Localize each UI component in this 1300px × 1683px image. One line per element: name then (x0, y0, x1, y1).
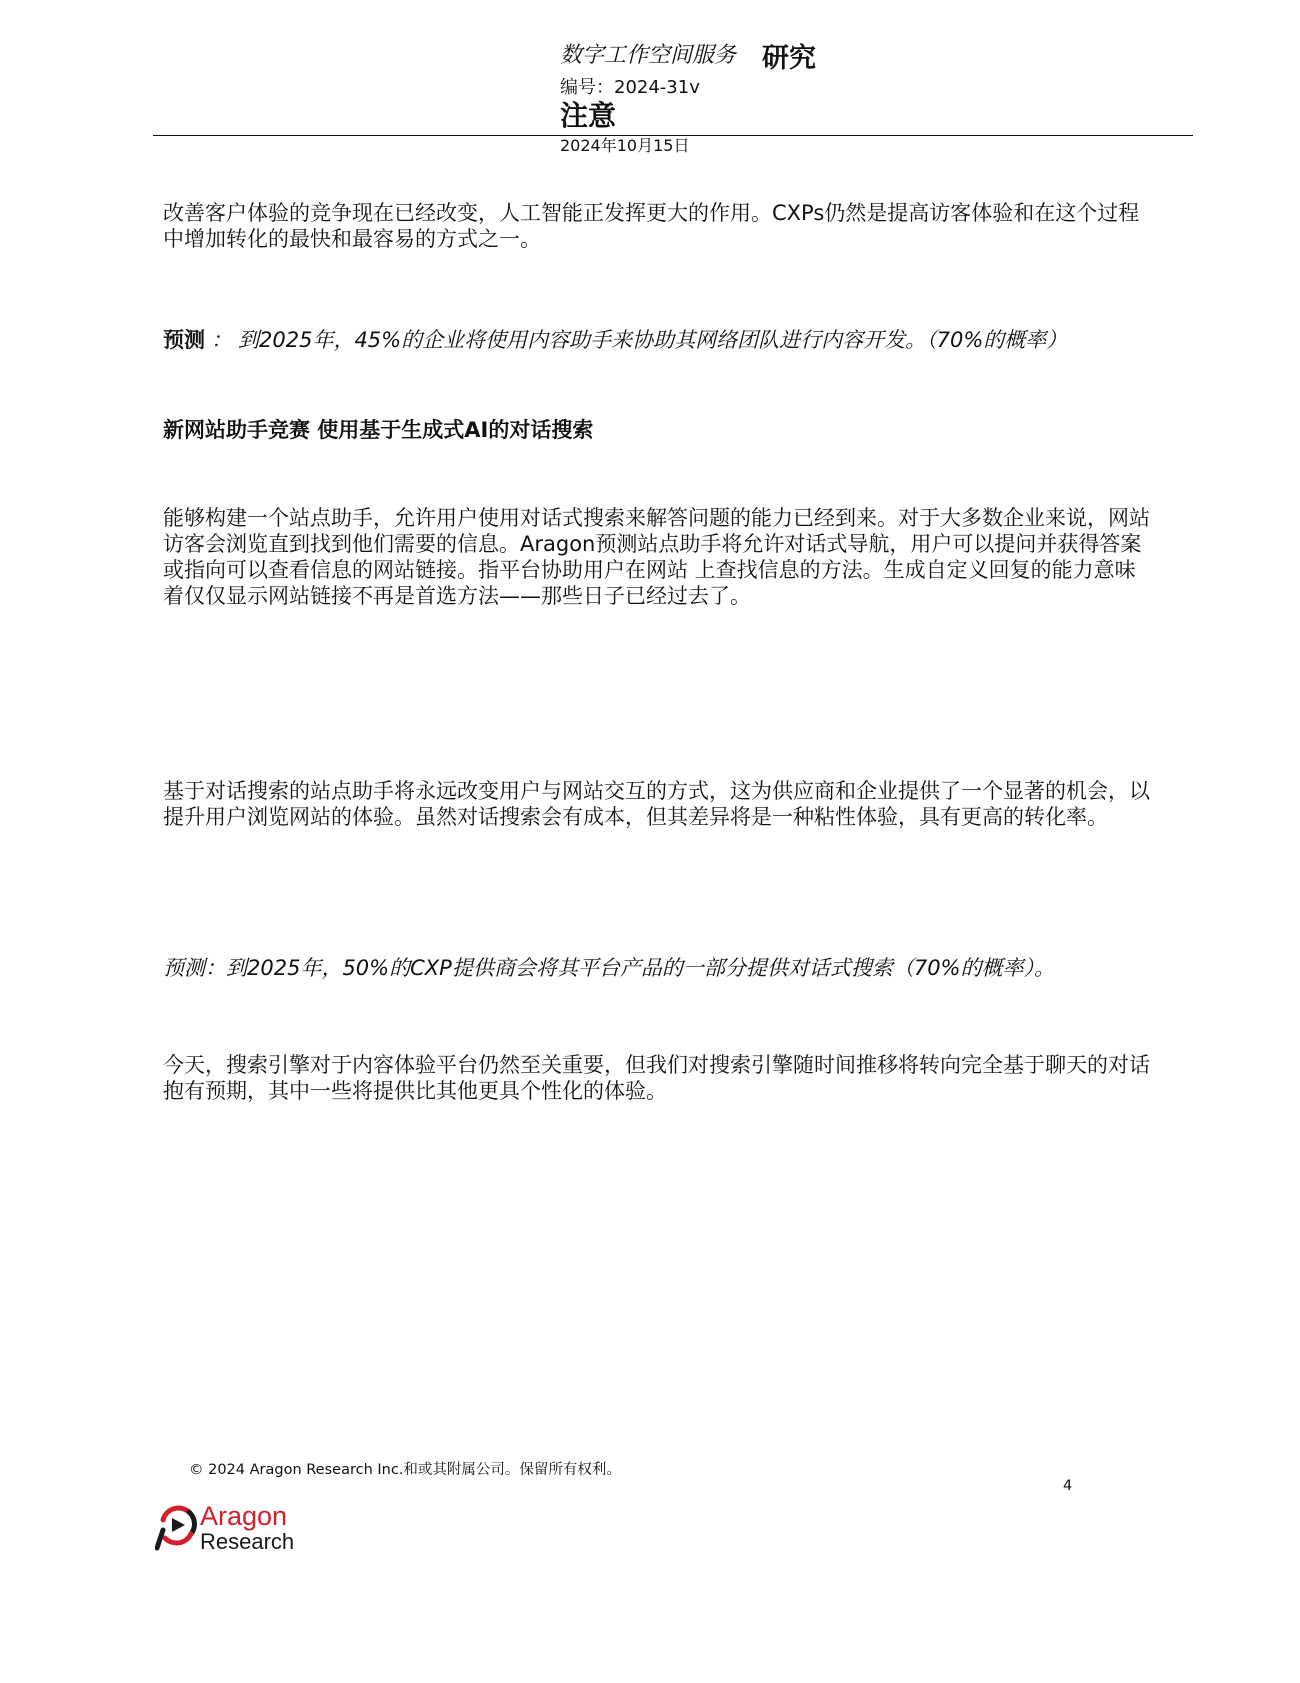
header-doc-type: 研究 (762, 43, 816, 74)
forecast-2: 预测：到2025年，50%的CXP提供商会将其平台产品的一部分提供对话式搜索（70%的概率）。 (163, 956, 1056, 980)
forecast-1 (163, 327, 1153, 353)
header-series: 数字工作空间服务 (560, 43, 737, 68)
forecast-1-separator: ： (211, 328, 232, 352)
paragraph-site-assistant: 能够构建一个站点助手，允许用户使用对话式搜索来解答问题的能力已经到来。对于大多数企业来说，网站访客会浏览直到找到他们需要的信息。Aragon预测站点助手将允许对话式导航，用户可以提问并获得答案或指向可以查看信息的网站链接。指平台协助用户在网站 上查找信息的方法。生成自定义回复的能力意味着仅仅显示网站链接不再是首选方法——那些日子已经过去了。 (163, 506, 1150, 608)
forecast-1-label: 预测 (163, 328, 205, 352)
aragon-research-logo (155, 1500, 325, 1556)
header-date: 2024年10月15日 (560, 136, 690, 155)
header-doc-number: 编号：2024-31v (560, 77, 700, 98)
section-heading: 新网站助手竞赛 使用基于生成式AI的对话搜索 (163, 418, 594, 442)
page-number: 4 (1063, 1478, 1073, 1494)
paragraph-intro: 改善客户体验的竞争现在已经改变，人工智能正发挥更大的作用。CXPs仍然是提高访客体验和在这个过程中增加转化的最快和最容易的方式之一。 (163, 201, 1140, 251)
logo-text-line1: Aragon (200, 1501, 288, 1531)
logo-mark-icon (157, 1508, 194, 1548)
forecast-1-text: 到2025年，45%的企业将使用内容助手来协助其网络团队进行内容开发。（70%的概率） (238, 328, 1068, 352)
header-note-title: 注意 (560, 99, 617, 132)
paragraph-search-engines: 今天，搜索引擎对于内容体验平台仍然至关重要，但我们对搜索引擎随时间推移将转向完全基于聊天的对话抱有预期，其中一些将提供比其他更具个性化的体验。 (163, 1053, 1150, 1103)
logo-text-line2: Research (200, 1529, 295, 1554)
footer-copyright: © 2024 Aragon Research Inc.和或其附属公司。保留所有权利。 (189, 1462, 621, 1478)
paragraph-conversational-search: 基于对话搜索的站点助手将永远改变用户与网站交互的方式，这为供应商和企业提供了一个显著的机会，以提升用户浏览网站的体验。虽然对话搜索会有成本，但其差异将是一种粘性体验，具有更高的转化率。 (163, 779, 1150, 829)
